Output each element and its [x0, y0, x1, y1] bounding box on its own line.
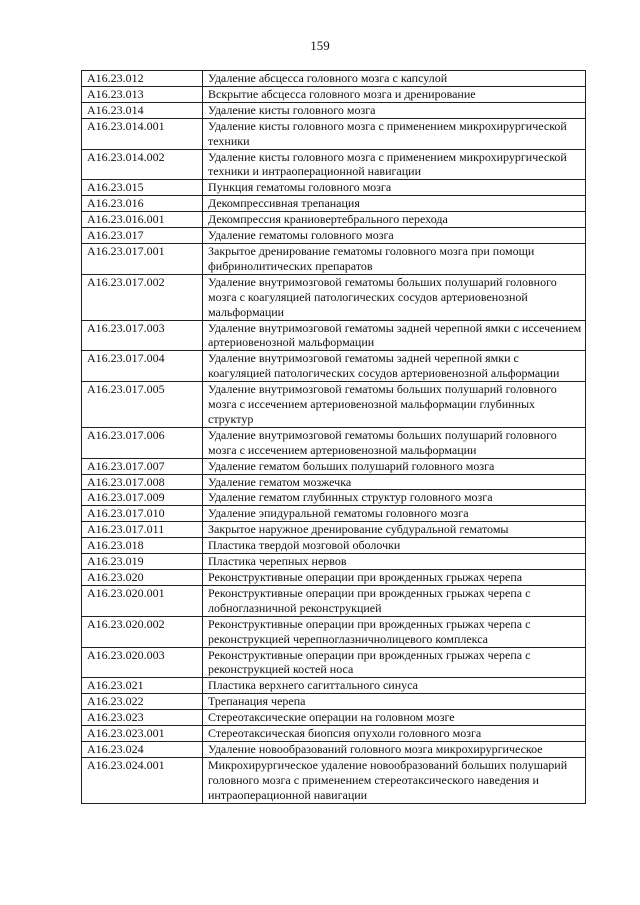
procedure-name: Удаление гематом глубинных структур головного мозга — [203, 490, 586, 506]
table-row — [82, 212, 586, 228]
procedure-code: A16.23.021 — [82, 678, 203, 694]
table-row — [82, 694, 586, 710]
table-row — [82, 243, 586, 274]
table-row — [82, 196, 586, 212]
procedure-name: Стереотаксическая биопсия опухоли головного мозга — [203, 726, 586, 742]
procedure-code: A16.23.016 — [82, 196, 203, 212]
procedure-name: Удаление кисты головного мозга — [203, 102, 586, 118]
procedure-name: Удаление внутримозговой гематомы задней черепной ямки с иссечением артериовенозной мальформации — [203, 320, 586, 351]
procedure-name: Реконструктивные операции при врожденных грыжах черепа с реконструкцией черепноглазничнолицевого комплекса — [203, 616, 586, 647]
procedure-code: A16.23.014 — [82, 102, 203, 118]
procedure-name: Удаление кисты головного мозга с применением микрохирургической техники — [203, 118, 586, 149]
table-body — [82, 71, 586, 804]
table-row — [82, 538, 586, 554]
procedure-name: Удаление эпидуральной гематомы головного мозга — [203, 506, 586, 522]
procedure-name: Удаление абсцесса головного мозга с капсулой — [203, 71, 586, 87]
procedure-name: Реконструктивные операции при врожденных грыжах черепа — [203, 570, 586, 586]
table-row — [82, 570, 586, 586]
procedure-name: Пластика черепных нервов — [203, 554, 586, 570]
procedure-code: A16.23.018 — [82, 538, 203, 554]
procedure-code: A16.23.019 — [82, 554, 203, 570]
table-row — [82, 474, 586, 490]
table-row — [82, 86, 586, 102]
procedure-code: A16.23.017.002 — [82, 274, 203, 320]
table-row — [82, 118, 586, 149]
procedure-code: A16.23.022 — [82, 694, 203, 710]
procedure-name: Декомпрессия краниовертебрального перехода — [203, 212, 586, 228]
procedure-name: Пункция гематомы головного мозга — [203, 180, 586, 196]
procedure-name: Декомпрессивная трепанация — [203, 196, 586, 212]
procedure-name: Удаление внутримозговой гематомы больших полушарий головного мозга с иссечением артериовенозной мальформации глубинных структур — [203, 382, 586, 428]
procedure-code: A16.23.012 — [82, 71, 203, 87]
procedure-code: A16.23.017.005 — [82, 382, 203, 428]
table-row — [82, 757, 586, 803]
procedure-code: A16.23.017 — [82, 228, 203, 244]
table-row — [82, 382, 586, 428]
procedure-code: A16.23.013 — [82, 86, 203, 102]
procedure-code: A16.23.017.001 — [82, 243, 203, 274]
procedure-name: Пластика верхнего сагиттального синуса — [203, 678, 586, 694]
procedure-name: Удаление новообразований головного мозга микрохирургическое — [203, 741, 586, 757]
procedure-code: A16.23.024.001 — [82, 757, 203, 803]
table-row — [82, 458, 586, 474]
table-row — [82, 554, 586, 570]
table-row — [82, 320, 586, 351]
procedure-name: Закрытое наружное дренирование субдуральной гематомы — [203, 522, 586, 538]
procedure-name: Удаление гематом мозжечка — [203, 474, 586, 490]
procedure-code: A16.23.017.003 — [82, 320, 203, 351]
table-row — [82, 149, 586, 180]
table-row — [82, 522, 586, 538]
procedure-name: Удаление внутримозговой гематомы задней черепной ямки с коагуляцией патологических сосудов артериовенозной альформации — [203, 351, 586, 382]
table-row — [82, 427, 586, 458]
procedure-name: Удаление кисты головного мозга с применением микрохирургической техники и интраоперационной навигации — [203, 149, 586, 180]
table-row — [82, 228, 586, 244]
procedure-name: Закрытое дренирование гематомы головного мозга при помощи фибринолитических препаратов — [203, 243, 586, 274]
procedure-code: A16.23.020.001 — [82, 585, 203, 616]
table-row — [82, 726, 586, 742]
procedure-name: Удаление внутримозговой гематомы больших полушарий головного мозга с коагуляцией патологических сосудов артериовенозной мальформации — [203, 274, 586, 320]
table-row — [82, 71, 586, 87]
procedure-name: Микрохирургическое удаление новообразований больших полушарий головного мозга с применением стереотаксического наведения и интраоперационной навигации — [203, 757, 586, 803]
table-row — [82, 647, 586, 678]
procedure-code: A16.23.017.010 — [82, 506, 203, 522]
table-row — [82, 678, 586, 694]
procedure-code: A16.23.023.001 — [82, 726, 203, 742]
table-row — [82, 616, 586, 647]
procedure-name: Стереотаксические операции на головном мозге — [203, 710, 586, 726]
procedure-code: A16.23.017.009 — [82, 490, 203, 506]
table-row — [82, 102, 586, 118]
table-row — [82, 506, 586, 522]
procedure-name: Вскрытие абсцесса головного мозга и дренирование — [203, 86, 586, 102]
table-row — [82, 490, 586, 506]
table-row — [82, 741, 586, 757]
procedure-code: A16.23.017.008 — [82, 474, 203, 490]
procedure-code: A16.23.015 — [82, 180, 203, 196]
procedure-code: A16.23.020 — [82, 570, 203, 586]
procedure-code: A16.23.024 — [82, 741, 203, 757]
table-row — [82, 710, 586, 726]
procedure-name: Реконструктивные операции при врожденных грыжах черепа с реконструкцией костей носа — [203, 647, 586, 678]
procedure-code: A16.23.017.011 — [82, 522, 203, 538]
procedure-name: Реконструктивные операции при врожденных грыжах черепа с лобноглазничной реконструкцией — [203, 585, 586, 616]
procedure-code: A16.23.017.007 — [82, 458, 203, 474]
procedure-code: A16.23.016.001 — [82, 212, 203, 228]
table-row — [82, 585, 586, 616]
procedure-name: Удаление гематом больших полушарий головного мозга — [203, 458, 586, 474]
procedure-code: A16.23.023 — [82, 710, 203, 726]
procedure-code: A16.23.020.003 — [82, 647, 203, 678]
procedure-name: Трепанация черепа — [203, 694, 586, 710]
table-row — [82, 274, 586, 320]
procedure-code: A16.23.014.001 — [82, 118, 203, 149]
procedure-code: A16.23.014.002 — [82, 149, 203, 180]
procedure-code: A16.23.017.006 — [82, 427, 203, 458]
procedure-name: Пластика твердой мозговой оболочки — [203, 538, 586, 554]
procedure-name: Удаление внутримозговой гематомы больших полушарий головного мозга с иссечением артериовенозной мальформации — [203, 427, 586, 458]
table-row — [82, 180, 586, 196]
procedure-name: Удаление гематомы головного мозга — [203, 228, 586, 244]
procedure-code: A16.23.020.002 — [82, 616, 203, 647]
procedure-codes-table — [81, 70, 586, 804]
page-number: 159 — [310, 38, 330, 53]
table-row — [82, 351, 586, 382]
procedure-code: A16.23.017.004 — [82, 351, 203, 382]
